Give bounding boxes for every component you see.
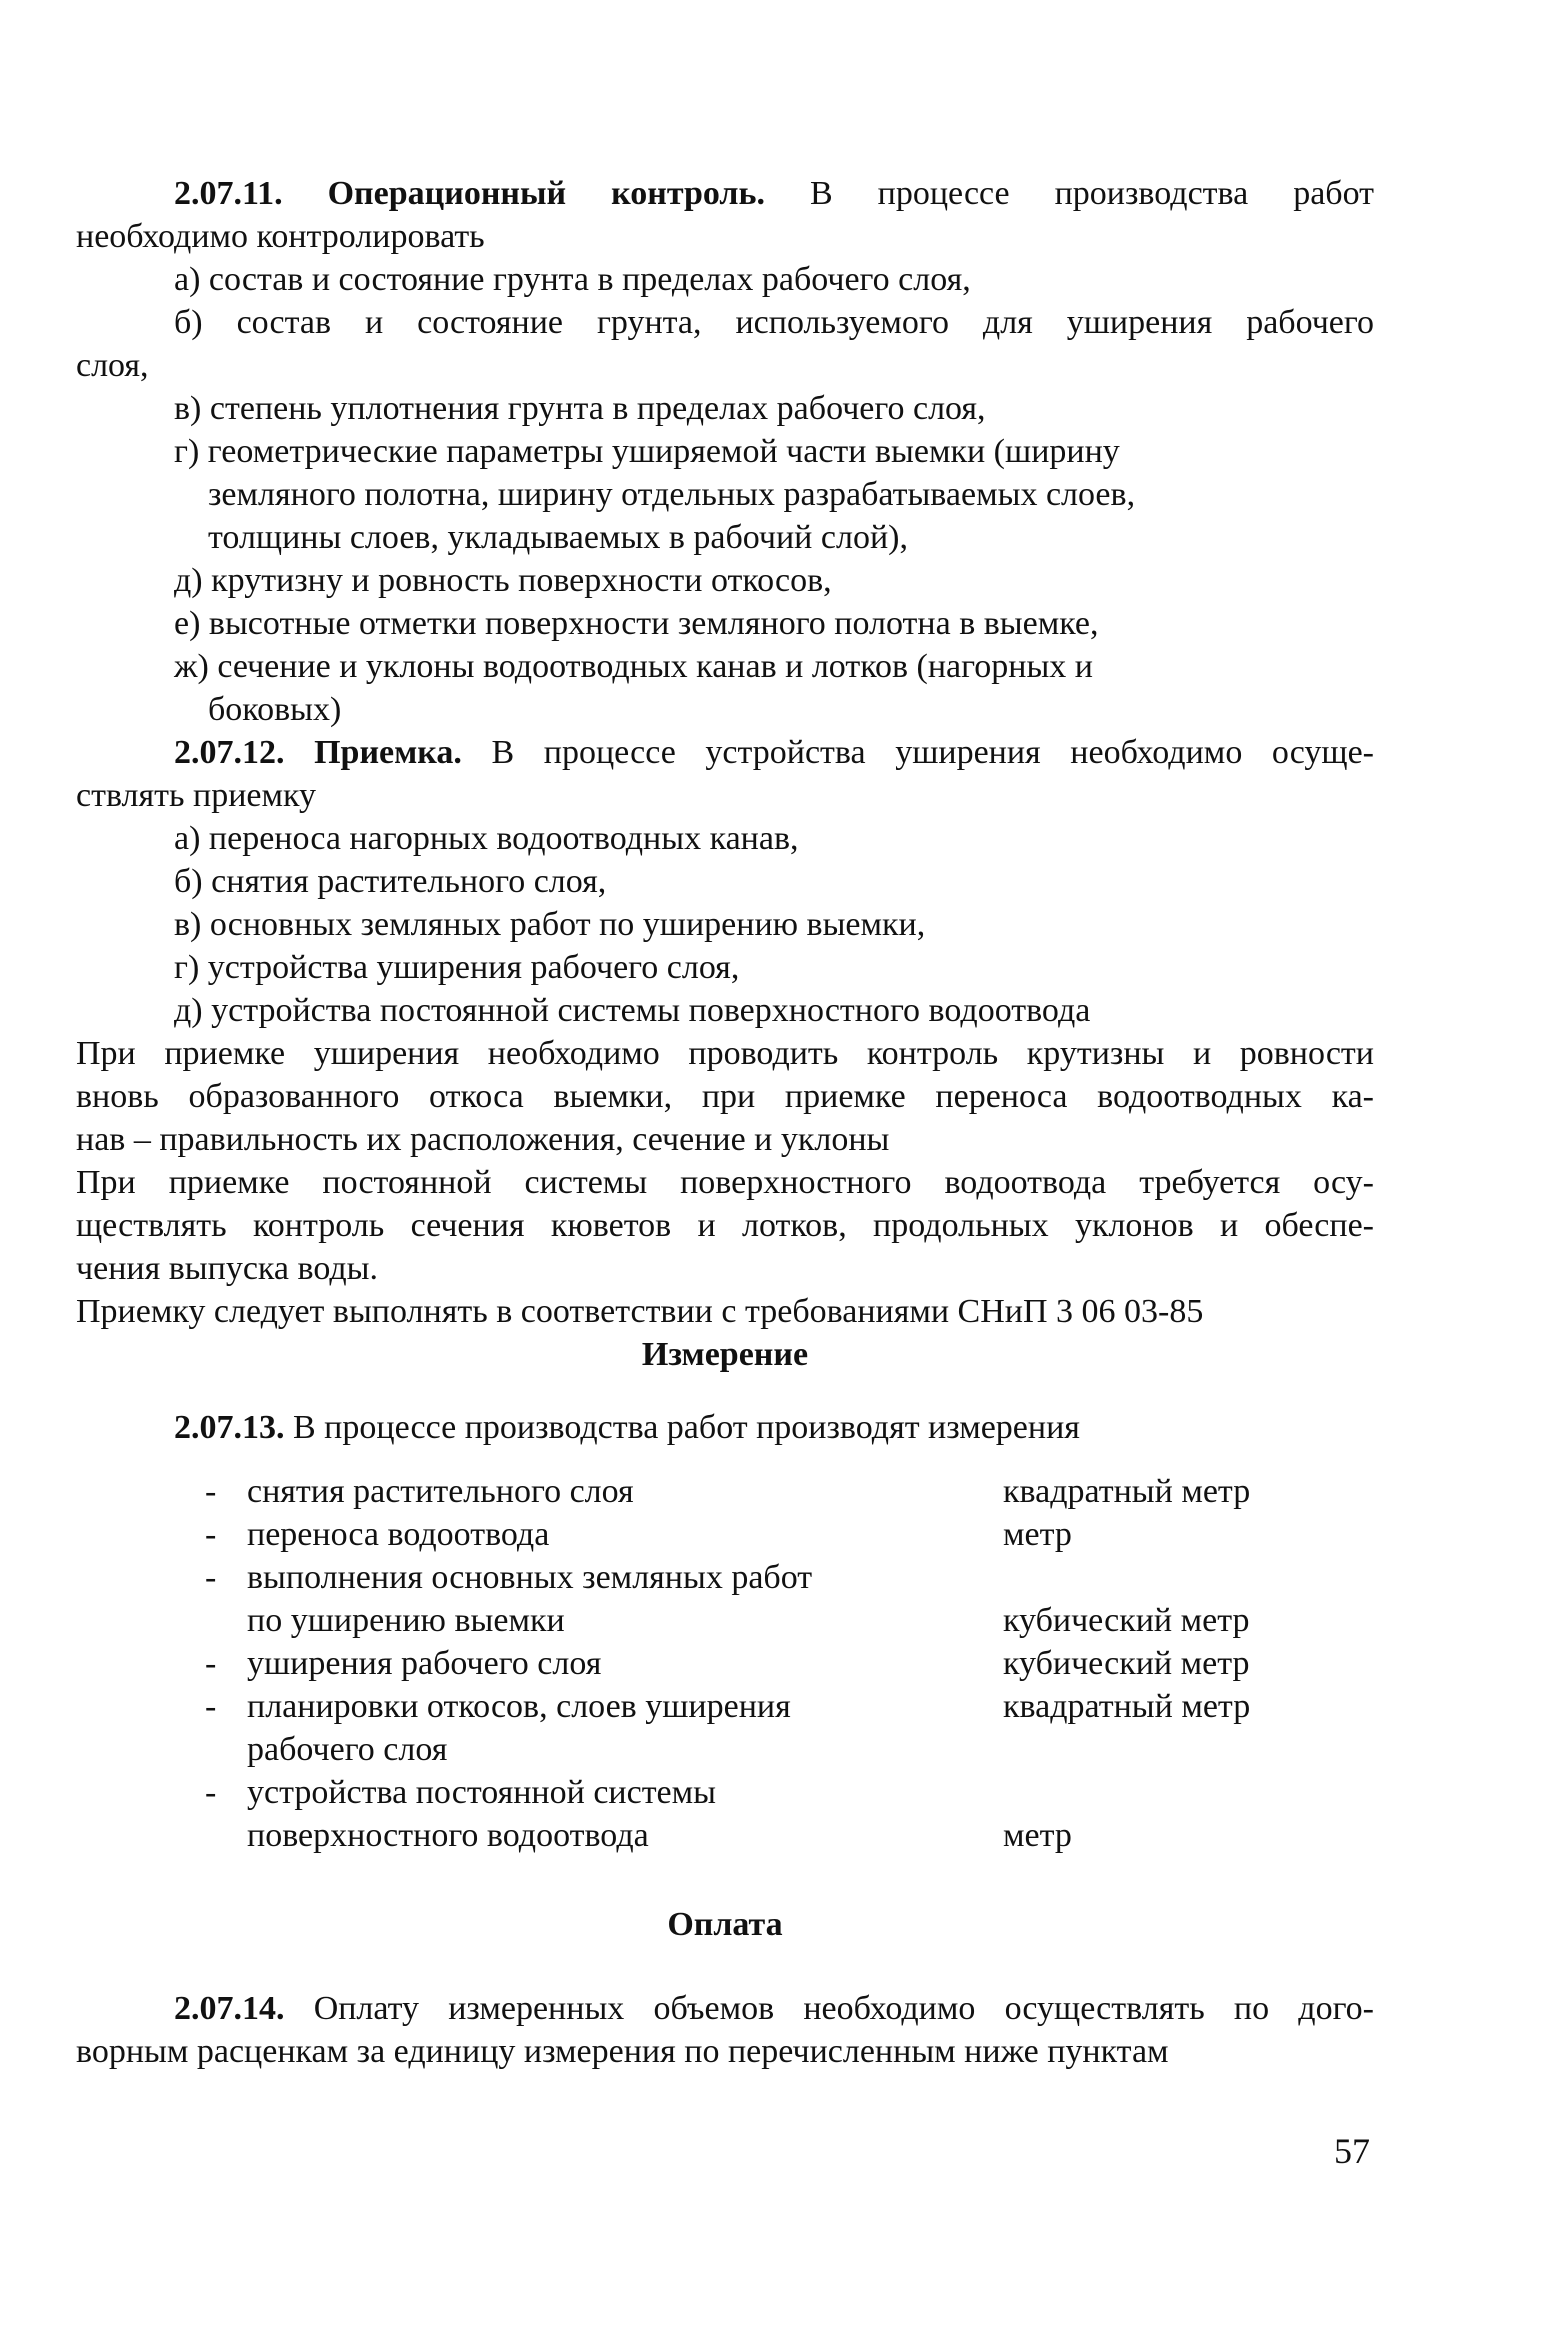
list-item-continuation: боковых): [208, 691, 342, 728]
list-item: в) степень уплотнения грунта в пределах рабочего слоя,: [174, 390, 986, 427]
list-dash: -: [205, 1688, 217, 1725]
list-item-continuation: слоя,: [76, 347, 149, 384]
section-2-07-13-line: 2.07.13. В процессе производства работ производят измерения: [174, 1409, 1080, 1446]
list-item-continuation: толщины слоев, укладываемых в рабочий слой),: [208, 519, 908, 556]
measurement-unit: квадратный метр: [1003, 1473, 1251, 1510]
section-2-07-14-second-line: ворным расценкам за единицу измерения по перечисленным ниже пунктам: [76, 2033, 1169, 2070]
section-number: 2.07.13.: [174, 1409, 285, 1446]
list-dash: -: [205, 1559, 217, 1596]
paragraph-line: Приемку следует выполнять в соответствии с требованиями СНиП 3 06 03-85: [76, 1293, 1204, 1330]
list-item: г) устройства уширения рабочего слоя,: [174, 949, 740, 986]
list-item: б) состав и состояние грунта, используемого для уширения рабочего: [174, 304, 1374, 341]
measurement-item-text: планировки откосов, слоев уширения: [247, 1688, 791, 1725]
measurement-item-text: поверхностного водоотвода: [247, 1817, 649, 1854]
section-number: 2.07.11.: [174, 175, 283, 212]
list-item: г) геометрические параметры уширяемой части выемки (ширину: [174, 433, 1120, 470]
section-heading-payment: Оплата: [667, 1906, 783, 1943]
section-title: Приемка.: [314, 734, 462, 771]
paragraph-line: вновь образованного откоса выемки, при приемке переноса водоотводных ка-: [76, 1078, 1374, 1115]
measurement-item-text: переноса водоотвода: [247, 1516, 550, 1553]
list-dash: -: [205, 1473, 217, 1510]
paragraph-line: При приемке уширения необходимо проводить контроль крутизны и ровности: [76, 1035, 1374, 1072]
measurement-unit: квадратный метр: [1003, 1688, 1251, 1725]
list-dash: -: [205, 1645, 217, 1682]
paragraph-line: При приемке постоянной системы поверхностного водоотвода требуется осу-: [76, 1164, 1374, 1201]
measurement-unit: кубический метр: [1003, 1645, 1250, 1682]
list-item: ж) сечение и уклоны водоотводных канав и лотков (нагорных и: [174, 648, 1093, 685]
measurement-item-text: снятия растительного слоя: [247, 1473, 634, 1510]
list-item: д) крутизну и ровность поверхности откосов,: [174, 562, 832, 599]
list-item: д) устройства постоянной системы поверхностного водоотвода: [174, 992, 1091, 1029]
list-item: в) основных земляных работ по уширению выемки,: [174, 906, 926, 943]
measurement-item-text: уширения рабочего слоя: [247, 1645, 602, 1682]
list-dash: -: [205, 1774, 217, 1811]
measurement-item-text: рабочего слоя: [247, 1731, 448, 1768]
list-dash: -: [205, 1516, 217, 1553]
page-number: 57: [1334, 2131, 1370, 2171]
measurement-unit: кубический метр: [1003, 1602, 1250, 1639]
section-heading-measurement: Измерение: [641, 1336, 809, 1373]
section-2-07-12-second-line: ствлять приемку: [76, 777, 317, 814]
paragraph-line: ществлять контроль сечения кюветов и лотков, продольных уклонов и обеспе-: [76, 1207, 1374, 1244]
section-number: 2.07.12.: [174, 734, 285, 771]
list-item: а) переноса нагорных водоотводных канав,: [174, 820, 799, 857]
list-item: а) состав и состояние грунта в пределах рабочего слоя,: [174, 261, 971, 298]
measurement-unit: метр: [1003, 1516, 1072, 1553]
measurement-item-text: по уширению выемки: [247, 1602, 565, 1639]
section-2-07-11-first-line: 2.07.11. Операционный контроль. В процессе производства работ: [174, 175, 1374, 212]
measurement-item-text: выполнения основных земляных работ: [247, 1559, 813, 1596]
list-item: е) высотные отметки поверхности земляного полотна в выемке,: [174, 605, 1099, 642]
section-2-07-14-first-line: 2.07.14. Оплату измеренных объемов необходимо осуществлять по дого-: [174, 1990, 1374, 2027]
section-2-07-12-first-line: 2.07.12. Приемка. В процессе устройства уширения необходимо осуще-: [174, 734, 1375, 771]
section-number: 2.07.14.: [174, 1990, 285, 2027]
section-2-07-11-second-line: необходимо контролировать: [76, 218, 485, 255]
list-item: б) снятия растительного слоя,: [174, 863, 607, 900]
paragraph-line: нав – правильность их расположения, сечение и уклоны: [76, 1121, 890, 1158]
section-title: Операционный контроль.: [327, 175, 765, 212]
list-item-continuation: земляного полотна, ширину отдельных разрабатываемых слоев,: [208, 476, 1136, 513]
measurement-unit: метр: [1003, 1817, 1072, 1854]
paragraph-line: чения выпуска воды.: [76, 1250, 378, 1287]
measurement-item-text: устройства постоянной системы: [247, 1774, 717, 1811]
